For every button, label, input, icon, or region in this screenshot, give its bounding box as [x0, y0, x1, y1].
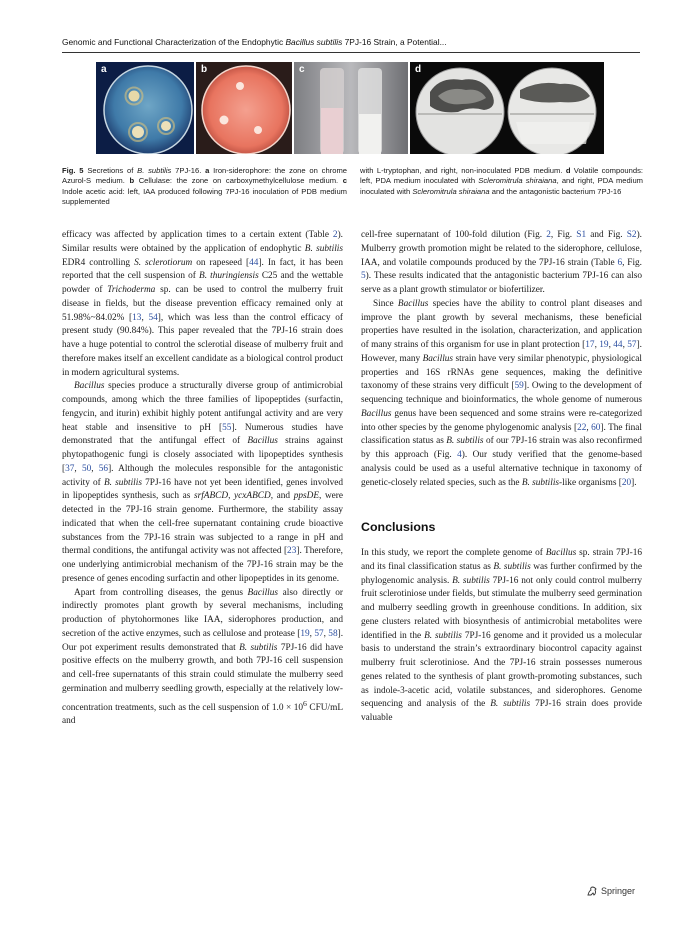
left-text-column [62, 229, 343, 729]
cellulase-plate-image [196, 62, 292, 154]
figure-caption-right: with L-tryptophan, and right, non-inoculated PDB medium. d Volatile compounds: left, PDA medium inoculated with Scleromitrula shiraiana, and right, PDA medium inoculated with Scleromitrula shiraiana and the antagonistic bacterium 7PJ-16 [360, 166, 644, 196]
paragraph: Bacillus species produce a structurally diverse group of antimicrobial compounds, among which the three families of lipopeptides (surfactin, fengycin, and iturin) exhibit highly potent antifungal activity and are very heat stable and insensitive to pH [55]. Numerous studies have demonstrated that the antifungal effect of Bacillus strains against phytopathogenic fungi is closely associated with lipopeptides synthesis [37, 50, 56]. Although the molecules responsible for the antagonistic activity of B. subtilis 7PJ-16 have not yet been identified, genes involved in lipopeptides synthesis, such as srfABCD, ycxABCD, and ppsDE, were detected in the 7PJ-16 strain genome. Furthermore, the stability assay indicated that when the cell-free supernatant containing crude bioactive substances from the 7PJ-16 strain was subjected to a range in pH and thermal conditions, the antifungal activity was not affected [23]. Therefore, one underlying antimicrobial mechanism of the 7PJ-16 strain may be the presence of genes encoding surfactin and other lipopeptides in its genome. [62, 381, 344, 584]
paragraph: efficacy was affected by application times to a certain extent (Table 2). Similar results were obtained by the application of endophytic B. subtilis EDR4 controlling S. sclerotiorum on rapeseed [44]. In fact, it has been reported that the cell suspension of B. thuringiensis C25 and the wettable powder of Trichoderma sp. can be used to control the mulberry fruit disease in fields, but the disease prevention efficacy remained only at 51.98%~84.02% [13, 54], which was less than the control efficacy of present study (90.84%). This paper revealed that the 7PJ-16 strain does have a huge potential to control the sclerotial disease of mulberry fruit and therefore makes itself an excellent candidate as a biological control product in modern agricultural systems. [62, 230, 344, 378]
springer-horse-icon [586, 885, 598, 897]
figure-panel-a [96, 62, 194, 154]
conclusions-paragraph: In this study, we report the complete genome of Bacillus sp. strain 7PJ-16 and its final classification status as B. subtilis was further confirmed by the phylogenomic analysis. B. subtilis 7PJ-16 not only could control mulberry fruit sclerotiniose under fields, but stimulate the mulberry seed germination and mulberry seedling growth in greenhouse conditions. In addition, six gene clusters related with biosynthesis of antimicrobial metabolites were identified in the B. subtilis 7PJ-16 genome and it provided us a molecular basis to understand the strain’s extraordinary biocontrol capacity against mulberry fruit sclerotiniose. And the 7PJ-16 strain possesses numerous genes related to the synthesis of plant growth-promoting substances, such as indole-3-acetic acid, volatile substances, and siderophores. Genome sequencing and analysis of the B. subtilis 7PJ-16 strain does provide valuable [361, 548, 642, 723]
panel-label-a: a [101, 64, 107, 75]
panel-label-d: d [415, 64, 422, 75]
figure-panel-c [294, 62, 408, 154]
siderophore-plate-image [96, 62, 194, 154]
figure-panel-b [196, 62, 292, 154]
paragraph: cell-free supernatant of 100-fold dilution (Fig. 2, Fig. S1 and Fig. S2). Mulberry growth promotion might be related to the siderophore, cellulose, IAA, and volatile compounds produced by the 7PJ-16 strain (Table 6, Fig. 5). These results indicated that the antagonistic bacterium 7PJ-16 can also serve as a plant growth stimulator or biofertilizer. [361, 230, 643, 295]
panel-label-b: b [201, 64, 208, 75]
section-title-conclusions: Conclusions [361, 520, 436, 535]
publisher-mark [586, 885, 635, 897]
figure-panel-d [410, 62, 604, 154]
publisher-name: Springer [601, 886, 636, 896]
volatile-plates-image [410, 62, 604, 154]
paragraph: Apart from controlling diseases, the genus Bacillus also directly or indirectly promotes plant growth by several mechanisms, including production of phytohormones like IAA, siderophores production, and secretion of the active enzymes, such as cellulose and protease [19, 57, 58]. Our pot experiment results demonstrated that B. subtilis 7PJ-16 did have positive effects on the mulberry growth, and both 7PJ-16 cell suspension and cell-free supernatants of this strain could stimulate the mulberry seed germination and mulberry seedling growth, especially at the relatively low-concentration treatments, such as the cell suspension of $1.0 \times 10^6$ CFU/mL and [62, 587, 344, 727]
right-text-column [361, 229, 642, 726]
iaa-tubes-image [294, 62, 408, 154]
paragraph: Since Bacillus species have the ability to control plant diseases and improve the plant growth by several mechanisms, these beneficial properties have resulted in the isolation, characterization, and application of many strains of this organism for use in plant protection [17, 19, 44, 57]. However, many Bacillus strain have very similar phenotypic, physiological properties and 16S rRNAs gene sequences, making the definitive taxonomy of these strains very difficult [59]. Owing to the development of sequencing technique and bioinformatics, the whole genome of numerous Bacillus genus have been sequenced and some strains were re-categorized into other species by the genome phylogenomic analysis [22, 60]. The final classification status as B. subtilis of our 7PJ-16 strain was also reconfirmed by this approach (Fig. 4). Our study verified that the genome-based analysis could be used as a useful alternative technique in taxonomy of genetic-closely related species, such as the B. subtilis-like organisms [20]. [361, 298, 642, 488]
figure-caption-left: Fig. 5 Secretions of B. subtilis 7PJ-16. a Iron-siderophore: the zone on chrome Azurol-S medium. b Cellulase: the zone on carboxymethylcellulose medium. c Indole acetic acid: left, IAA produced following 7PJ-16 inoculation of PDB medium supplemented [62, 166, 348, 207]
panel-label-c: c [299, 64, 305, 75]
figure-5 [96, 62, 604, 154]
header-rule [62, 52, 640, 53]
running-head: Genomic and Functional Characterization of the Endophytic Bacillus subtilis 7PJ-16 Strain, a Potential... [62, 37, 447, 47]
